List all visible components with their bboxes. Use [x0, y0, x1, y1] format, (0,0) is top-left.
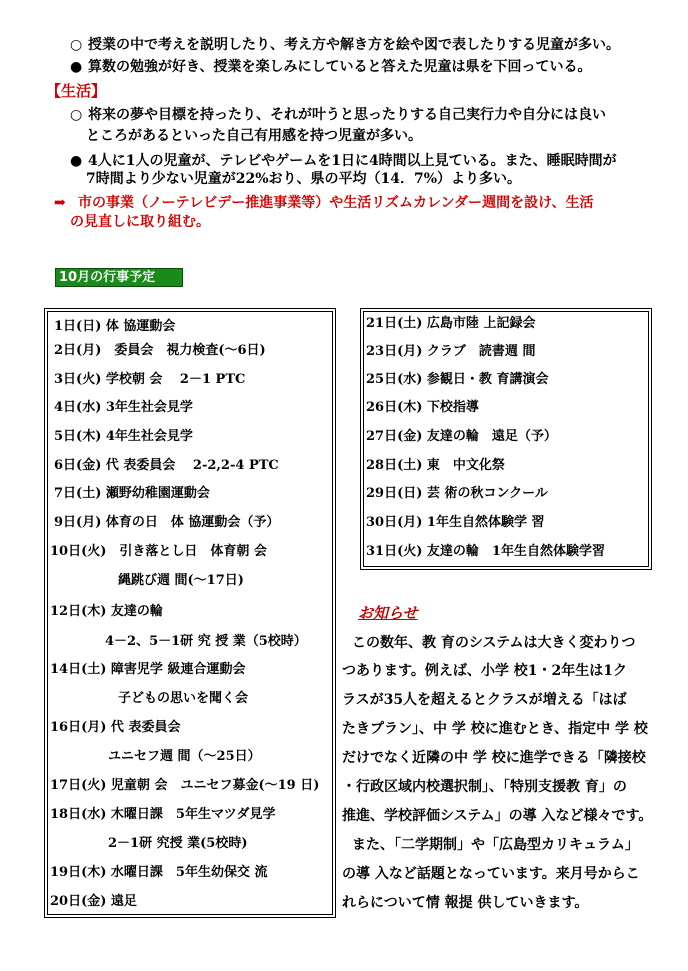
event-row: 23日(月) クラブ 読書週 間: [366, 344, 536, 359]
event-row: 14日(土) 障害児学 級連合運動会: [50, 662, 246, 677]
filled-circle-icon: ●: [70, 59, 83, 75]
event-row: 10日(火) 引き落とし日 体育朝 会: [50, 544, 267, 559]
notice-line: この数年、教 育のシステムは大きく変わりつ: [352, 635, 636, 651]
life-item-2-line2: 7時間より少ない児童が22%おり、県の平均（14．7%）より多い。: [86, 171, 522, 187]
month-title: 10月の行事予定: [55, 268, 183, 287]
filled-circle-icon: ●: [70, 153, 83, 169]
top-item-2-text: 算数の勉強が好き、授業を楽しみにしていると答えた児童は県を下回っている。: [88, 59, 592, 75]
notice-line: ・行政区域内校選択制」、「特別支援教 育」の: [342, 779, 627, 795]
notice-line: ラスが35人を超えるとクラスが増える「はば: [342, 692, 627, 708]
event-row: 31日(火) 友達の輪 1年生自然体験学習: [366, 544, 605, 559]
event-row-continued: ユニセフ週 間（～25日）: [108, 749, 261, 764]
event-row: 30日(月) 1年生自然体験学 習: [366, 515, 545, 530]
event-row: 4日(水) 3年生社会見学: [54, 400, 193, 415]
life-item-1-text1: 将来の夢や目標を持ったり、それが叶うと思ったりする自己実行力や自分には良い: [88, 107, 606, 123]
event-row: 12日(木) 友達の輪: [50, 604, 163, 619]
notice-line: つあります。例えば、小学 校1・2年生は1ク: [342, 663, 627, 679]
open-circle-icon: ○: [70, 37, 83, 53]
event-row: 19日(木) 水曜日課 5年生幼保交 流: [50, 865, 268, 880]
event-row: 27日(金) 友達の輪 遠足（予）: [366, 429, 557, 444]
event-row: 7日(土) 瀬野幼稚園運動会: [54, 486, 210, 501]
top-item-1: [70, 36, 620, 54]
notice-title: お知らせ: [358, 604, 418, 622]
event-row: 17日(火) 児童朝 会 ユニセフ募金(～19 日): [50, 778, 320, 793]
life-item-1-line1: [70, 106, 606, 124]
event-row: 20日(金) 遠足: [50, 894, 137, 909]
notice-line: れらについて情 報提 供していきます。: [342, 895, 589, 911]
event-row: 1日(日) 体 協運動会: [54, 319, 176, 334]
event-row-continued: 子どもの思いを聞く会: [118, 691, 249, 706]
event-row-continued: 2－1研 究授 業(5校時): [108, 836, 248, 851]
notice-line: の導 入など話題となっています。来月号からこ: [342, 866, 640, 882]
action-text1: 市の事業（ノーテレビデー推進事業等）や生活リズムカレンダー週間を設け、生活: [78, 195, 594, 211]
open-circle-icon: ○: [70, 107, 83, 123]
life-heading: 【生活】: [46, 82, 107, 100]
notice-line: 推進、学校評価システム」の導 入など様々です。: [342, 808, 653, 824]
life-item-1-line2: ところがあるといった自己有用感を持つ児童が多い。: [86, 128, 422, 144]
event-row-continued: 4－2、5－1研 究 授 業（5校時）: [105, 634, 307, 649]
action-line1: [54, 194, 594, 212]
event-row: 3日(火) 学校朝 会 2－1 PTC: [54, 372, 246, 387]
event-row: 16日(月) 代 表委員会: [50, 720, 181, 735]
event-row: 21日(土) 広島市陸 上記録会: [366, 316, 536, 331]
event-row: 29日(日) 芸 術の秋コンクール: [366, 486, 548, 501]
notice-line: だけでなく近隣の中 学 校に進学できる「隣接校: [342, 750, 646, 766]
event-row: 25日(水) 参観日・教 育講演会: [366, 372, 549, 387]
notice-line: たきプラン」、中 学 校に進むとき、指定中 学 校: [342, 721, 648, 737]
life-item-2-text1: 4人に1人の児童が、テレビやゲームを1日に4時間以上見ている。また、睡眠時間が: [88, 153, 617, 169]
event-row: 2日(月) 委員会 視力検査(～6日): [54, 343, 266, 358]
event-row: 18日(水) 木曜日課 5年生マツダ見学: [50, 807, 276, 822]
top-item-1-text: 授業の中で考えを説明したり、考え方や解き方を絵や図で表したりする児童が多い。: [88, 37, 620, 53]
event-row: 26日(木) 下校指導: [366, 400, 479, 415]
life-item-2-line1: [70, 152, 617, 170]
event-row: 28日(土) 東 中文化祭: [366, 458, 505, 473]
event-row: 6日(金) 代 表委員会 2-2,2-4 PTC: [54, 458, 279, 473]
top-item-2: [70, 58, 591, 76]
event-row: 5日(木) 4年生社会見学: [54, 429, 193, 444]
event-row: 9日(月) 体育の日 体 協運動会（予）: [54, 515, 280, 530]
event-row-continued: 縄跳び週 間(～17日): [118, 573, 244, 588]
action-line2: の見直しに取り組む。: [70, 214, 210, 230]
arrow-right-icon: ➡: [54, 195, 66, 211]
notice-line: また、「二学期制」や「広島型カリキュラム」: [352, 837, 639, 853]
